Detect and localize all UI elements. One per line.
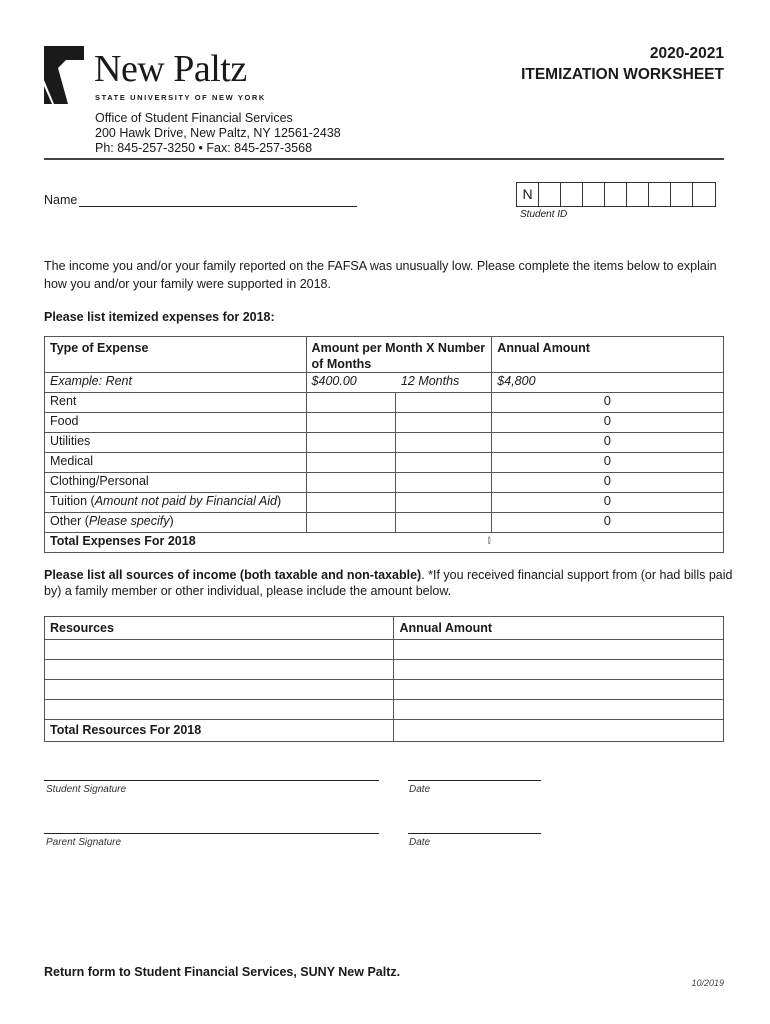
expense-type: Utilities: [45, 433, 307, 453]
per-month-cell[interactable]: [306, 433, 396, 453]
parent-signature-field[interactable]: [44, 833, 379, 834]
annual-amount-cell[interactable]: [394, 680, 724, 700]
table-row: [45, 660, 724, 680]
resource-cell[interactable]: [45, 680, 394, 700]
parent-date-field[interactable]: [408, 833, 541, 834]
student-id-field[interactable]: [516, 182, 716, 207]
table-row: [45, 513, 724, 533]
table-row: [45, 700, 724, 720]
months-cell[interactable]: [396, 473, 492, 493]
page-title: ITEMIZATION WORKSHEET: [521, 66, 724, 83]
table-row: [45, 413, 724, 433]
student-signature-label: Student Signature: [46, 784, 127, 795]
col-header-type: Type of Expense: [45, 337, 307, 373]
example-months: 12 Months: [396, 373, 492, 393]
months-cell[interactable]: [396, 493, 492, 513]
per-month-cell[interactable]: [306, 493, 396, 513]
table-header-row: [45, 617, 724, 640]
months-cell[interactable]: [396, 513, 492, 533]
parent-date-label: Date: [409, 837, 431, 848]
total-expenses-label: Total Expenses For 2018: [45, 533, 492, 553]
expense-type: Other (Please specify): [45, 513, 307, 533]
expense-type: Tuition (Amount not paid by Financial Aid): [45, 493, 307, 513]
student-id-digit[interactable]: [561, 183, 583, 206]
student-id-digit[interactable]: [649, 183, 671, 206]
per-month-cell[interactable]: [306, 513, 396, 533]
income-heading: Please list all sources of income (both taxable and non-taxable). *If you received financial support from (or had bills paid by) a family member or other individual, please include the amount below.: [44, 568, 733, 598]
student-id-digit[interactable]: [539, 183, 561, 206]
table-row: [45, 640, 724, 660]
per-month-cell[interactable]: [306, 413, 396, 433]
table-row: [45, 680, 724, 700]
return-instructions: Return form to Student Financial Services, SUNY New Paltz.: [44, 965, 401, 979]
table-row: [45, 433, 724, 453]
col-header-amount: Amount per Month X Number of Months: [306, 337, 492, 373]
annual-amount-cell[interactable]: 0: [492, 453, 724, 473]
header-divider: [44, 158, 724, 160]
name-label: Name: [44, 193, 78, 207]
table-header-row: [45, 337, 724, 373]
months-cell[interactable]: [396, 393, 492, 413]
student-signature-field[interactable]: [44, 780, 379, 781]
annual-amount-cell[interactable]: [394, 660, 724, 680]
expense-type: Medical: [45, 453, 307, 473]
intro-paragraph: The income you and/or your family reported on the FAFSA was unusually low. Please complete the items below to explain how you and/or your family were supported in 2018.: [44, 259, 717, 291]
months-cell[interactable]: [396, 433, 492, 453]
parent-signature-label: Parent Signature: [46, 837, 122, 848]
office-line: Office of Student Financial Services: [95, 111, 293, 125]
student-id-digit[interactable]: [605, 183, 627, 206]
revision-date: 10/2019: [691, 978, 724, 988]
example-row: [45, 373, 724, 393]
annual-amount-cell[interactable]: 0: [492, 433, 724, 453]
resource-cell[interactable]: [45, 700, 394, 720]
annual-amount-cell[interactable]: 0: [492, 513, 724, 533]
resource-cell[interactable]: [45, 660, 394, 680]
per-month-cell[interactable]: [306, 393, 396, 413]
table-row: [45, 453, 724, 473]
annual-amount-cell[interactable]: [394, 640, 724, 660]
name-field[interactable]: [79, 206, 357, 207]
annual-amount-cell[interactable]: 0: [492, 413, 724, 433]
annual-amount-cell[interactable]: [394, 700, 724, 720]
total-expenses-value[interactable]: 0: [492, 533, 724, 553]
months-cell[interactable]: [396, 413, 492, 433]
expense-type: Rent: [45, 393, 307, 413]
total-resources-label: Total Resources For 2018: [45, 720, 394, 742]
student-id-digit[interactable]: [693, 183, 715, 206]
student-id-digit[interactable]: [627, 183, 649, 206]
table-row: [45, 473, 724, 493]
resources-table: [44, 616, 724, 742]
logo-wordmark: New Paltz: [94, 48, 247, 90]
table-row: [45, 493, 724, 513]
months-cell[interactable]: [396, 453, 492, 473]
example-type: Example: Rent: [45, 373, 307, 393]
total-resources-value[interactable]: [394, 720, 724, 742]
expenses-table: [44, 336, 724, 553]
per-month-cell[interactable]: [306, 473, 396, 493]
annual-amount-cell[interactable]: 0: [492, 493, 724, 513]
expenses-heading: Please list itemized expenses for 2018:: [44, 310, 275, 324]
student-id-digit[interactable]: [671, 183, 693, 206]
office-line: Ph: 845-257-3250 • Fax: 845-257-3568: [95, 141, 313, 155]
student-id-prefix: N: [517, 183, 539, 206]
student-id-digit[interactable]: [583, 183, 605, 206]
form-year: 2020-2021: [649, 45, 724, 62]
per-month-cell[interactable]: [306, 453, 396, 473]
col-header-resources: Resources: [45, 617, 394, 640]
office-line: 200 Hawk Drive, New Paltz, NY 12561-2438: [95, 126, 341, 140]
col-header-annual: Annual Amount: [492, 337, 724, 373]
expense-type: Food: [45, 413, 307, 433]
office-address: [95, 111, 341, 156]
student-id-label: Student ID: [520, 209, 568, 220]
resource-cell[interactable]: [45, 640, 394, 660]
col-header-annual: Annual Amount: [394, 617, 724, 640]
example-annual: $4,800: [492, 373, 724, 393]
total-expenses-row: [45, 533, 724, 553]
expense-type: Clothing/Personal: [45, 473, 307, 493]
logo-mark-icon: [44, 46, 84, 104]
total-resources-row: [45, 720, 724, 742]
annual-amount-cell[interactable]: 0: [492, 393, 724, 413]
annual-amount-cell[interactable]: 0: [492, 473, 724, 493]
student-date-label: Date: [409, 784, 431, 795]
logo-subtitle: STATE UNIVERSITY OF NEW YORK: [95, 93, 266, 102]
table-row: [45, 393, 724, 413]
example-per-month: $400.00: [306, 373, 396, 393]
student-date-field[interactable]: [408, 780, 541, 781]
